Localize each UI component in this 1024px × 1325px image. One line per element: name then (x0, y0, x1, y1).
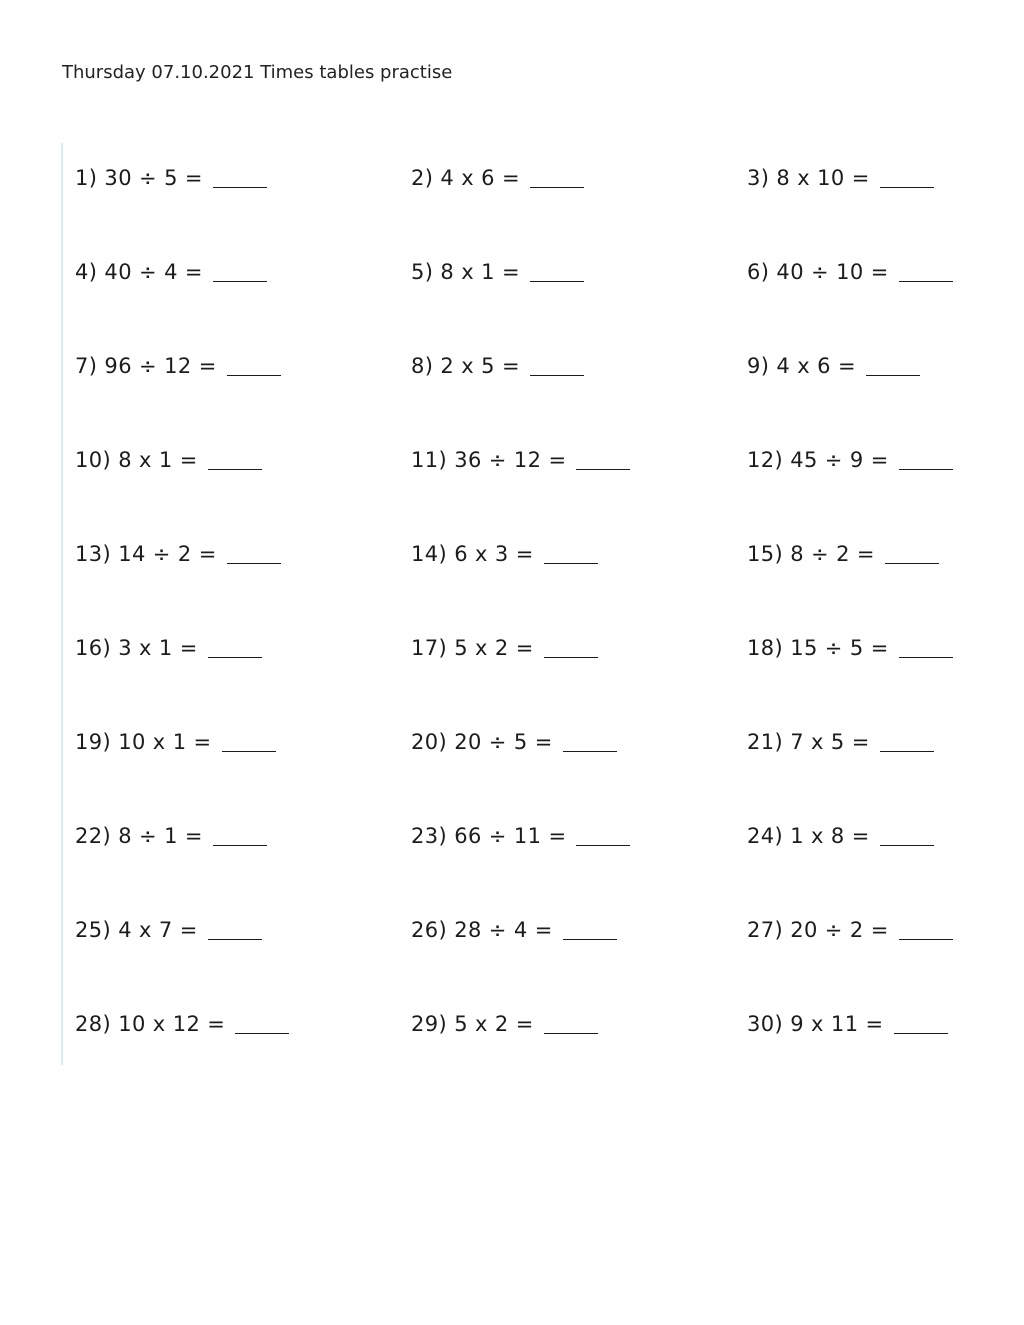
question-item (747, 348, 963, 384)
question-text: 13) 14 ÷ 2 = (75, 542, 217, 566)
question-item (411, 254, 747, 290)
question-text: 27) 20 ÷ 2 = (747, 918, 889, 942)
answer-blank[interactable] (563, 729, 617, 752)
answer-blank[interactable] (880, 165, 934, 188)
question-text: 16) 3 x 1 = (75, 636, 198, 660)
answer-blank[interactable] (899, 917, 953, 940)
answer-blank[interactable] (227, 541, 281, 564)
answer-blank[interactable] (208, 917, 262, 940)
question-text: 20) 20 ÷ 5 = (411, 730, 553, 754)
answer-blank[interactable] (235, 1011, 289, 1034)
question-text: 8) 2 x 5 = (411, 354, 520, 378)
question-item (75, 912, 411, 948)
question-item (75, 724, 411, 760)
answer-blank[interactable] (899, 447, 953, 470)
question-text: 15) 8 ÷ 2 = (747, 542, 875, 566)
question-text: 18) 15 ÷ 5 = (747, 636, 889, 660)
question-text: 19) 10 x 1 = (75, 730, 212, 754)
answer-blank[interactable] (208, 635, 262, 658)
question-text: 26) 28 ÷ 4 = (411, 918, 553, 942)
question-item (75, 818, 411, 854)
question-item (747, 912, 963, 948)
question-item (411, 348, 747, 384)
answer-blank[interactable] (880, 729, 934, 752)
question-text: 4) 40 ÷ 4 = (75, 260, 203, 284)
question-text: 21) 7 x 5 = (747, 730, 870, 754)
question-item (75, 1006, 411, 1042)
question-item (411, 818, 747, 854)
answer-blank[interactable] (530, 165, 584, 188)
question-item (411, 630, 747, 666)
answer-blank[interactable] (208, 447, 262, 470)
question-text: 2) 4 x 6 = (411, 166, 520, 190)
question-item (75, 348, 411, 384)
answer-blank[interactable] (544, 635, 598, 658)
question-text: 28) 10 x 12 = (75, 1012, 226, 1036)
question-item (747, 254, 963, 290)
question-text: 23) 66 ÷ 11 = (411, 824, 567, 848)
question-text: 3) 8 x 10 = (747, 166, 870, 190)
question-item (747, 1006, 963, 1042)
question-text: 14) 6 x 3 = (411, 542, 534, 566)
question-item (747, 442, 963, 478)
question-text: 6) 40 ÷ 10 = (747, 260, 889, 284)
answer-blank[interactable] (576, 447, 630, 470)
answer-blank[interactable] (576, 823, 630, 846)
question-item (411, 160, 747, 196)
question-item (75, 442, 411, 478)
question-text: 9) 4 x 6 = (747, 354, 856, 378)
question-item (411, 724, 747, 760)
answer-blank[interactable] (866, 353, 920, 376)
answer-blank[interactable] (530, 259, 584, 282)
question-item (75, 160, 411, 196)
answer-blank[interactable] (899, 635, 953, 658)
answer-blank[interactable] (227, 353, 281, 376)
question-text: 22) 8 ÷ 1 = (75, 824, 203, 848)
question-text: 17) 5 x 2 = (411, 636, 534, 660)
question-text: 29) 5 x 2 = (411, 1012, 534, 1036)
answer-blank[interactable] (213, 259, 267, 282)
question-item (747, 630, 963, 666)
answer-blank[interactable] (213, 823, 267, 846)
answer-blank[interactable] (530, 353, 584, 376)
answer-blank[interactable] (880, 823, 934, 846)
answer-blank[interactable] (885, 541, 939, 564)
page-title: Thursday 07.10.2021 Times tables practise (62, 62, 453, 83)
question-text: 12) 45 ÷ 9 = (747, 448, 889, 472)
question-item (747, 536, 963, 572)
answer-blank[interactable] (544, 541, 598, 564)
question-item (411, 536, 747, 572)
question-text: 11) 36 ÷ 12 = (411, 448, 567, 472)
question-text: 10) 8 x 1 = (75, 448, 198, 472)
question-grid (75, 160, 963, 1100)
answer-blank[interactable] (563, 917, 617, 940)
question-text: 7) 96 ÷ 12 = (75, 354, 217, 378)
question-text: 30) 9 x 11 = (747, 1012, 884, 1036)
question-item (411, 912, 747, 948)
question-item (747, 818, 963, 854)
question-item (75, 254, 411, 290)
worksheet (61, 143, 963, 1065)
answer-blank[interactable] (894, 1011, 948, 1034)
answer-blank[interactable] (213, 165, 267, 188)
question-text: 24) 1 x 8 = (747, 824, 870, 848)
question-text: 25) 4 x 7 = (75, 918, 198, 942)
question-item (75, 536, 411, 572)
question-item (411, 1006, 747, 1042)
answer-blank[interactable] (222, 729, 276, 752)
question-item (411, 442, 747, 478)
question-text: 5) 8 x 1 = (411, 260, 520, 284)
answer-blank[interactable] (899, 259, 953, 282)
question-item (747, 160, 963, 196)
question-item (747, 724, 963, 760)
question-text: 1) 30 ÷ 5 = (75, 166, 203, 190)
question-item (75, 630, 411, 666)
answer-blank[interactable] (544, 1011, 598, 1034)
